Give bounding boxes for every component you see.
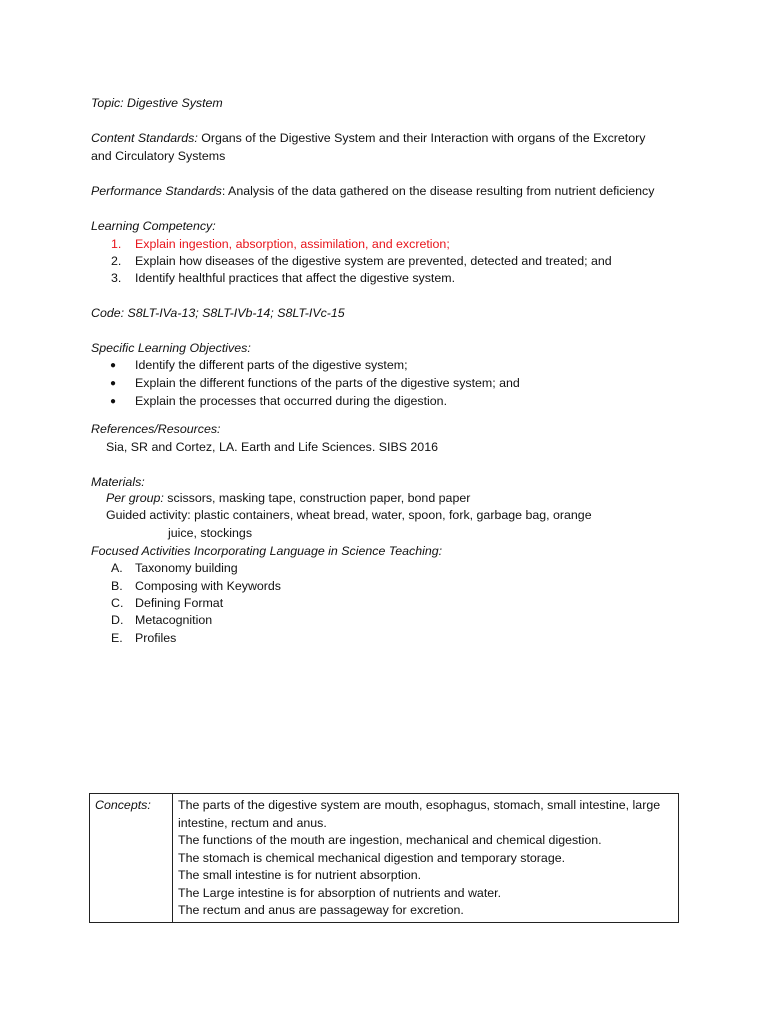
focused-text: Defining Format [135, 596, 224, 610]
competency-number: 2. [111, 254, 122, 268]
concept-line: The small intestine is for nutrient absorption. [178, 868, 422, 882]
competency-text: Identify healthful practices that affect the digestive system. [135, 271, 456, 285]
objective-item-3 [110, 393, 447, 411]
concepts-body [173, 794, 679, 923]
objective-item-1 [110, 357, 408, 375]
code-line: Code: S8LT-IVa-13; S8LT-IVb-14; S8LT-IVc-15 [91, 306, 345, 320]
concept-line: The rectum and anus are passageway for excretion. [178, 903, 464, 917]
focused-item-c [111, 595, 223, 612]
learning-competency-label: Learning Competency: [91, 219, 216, 233]
focused-letter: C. [111, 596, 124, 610]
focused-text: Profiles [135, 631, 177, 645]
content-standards-text: Organs of the Digestive System and their Interaction with organs of the Excretory [197, 131, 646, 145]
focused-text: Taxonomy building [135, 561, 238, 575]
competency-number: 3. [111, 271, 122, 285]
performance-standards [91, 183, 654, 200]
focused-text: Composing with Keywords [135, 579, 281, 593]
competency-text: Explain how diseases of the digestive system are prevented, detected and treated; and [135, 254, 612, 268]
competency-item-2 [111, 253, 612, 270]
focused-item-b [111, 578, 281, 595]
per-group-label: Per group: [106, 491, 164, 505]
references-text: Sia, SR and Cortez, LA. Earth and Life Sciences. SIBS 2016 [106, 440, 438, 454]
topic-heading: Topic: Digestive System [91, 96, 223, 110]
focused-item-e [111, 630, 176, 647]
focused-text: Metacognition [135, 613, 213, 627]
bullet-icon: ● [110, 378, 117, 389]
focused-letter: D. [111, 613, 124, 627]
objectives-label: Specific Learning Objectives: [91, 341, 251, 355]
focused-activities-label: Focused Activities Incorporating Language in Science Teaching: [91, 544, 443, 558]
objective-text: Identify the different parts of the digestive system; [135, 358, 408, 372]
materials-guided-line1: Guided activity: plastic containers, wheat bread, water, spoon, fork, garbage bag, orange [106, 508, 592, 522]
focused-letter: B. [111, 579, 123, 593]
concept-line: intestine, rectum and anus. [178, 815, 327, 830]
competency-number: 1. [111, 237, 122, 251]
performance-standards-label: Performance Standards [91, 184, 222, 198]
competency-item-1 [111, 236, 450, 253]
materials-guided-line2: juice, stockings [168, 526, 253, 540]
performance-standards-text: : Analysis of the data gathered on the disease resulting from nutrient deficiency [221, 184, 655, 198]
focused-item-d [111, 612, 212, 629]
bullet-icon: ● [110, 396, 117, 407]
references-label: References/Resources: [91, 422, 221, 436]
objective-item-2 [110, 375, 520, 393]
focused-letter: E. [111, 631, 123, 645]
content-standards-line2: and Circulatory Systems [91, 149, 226, 163]
content-standards-label: Content Standards: [91, 131, 198, 145]
focused-letter: A. [111, 561, 123, 575]
competency-item-3 [111, 270, 455, 287]
concept-line: The Large intestine is for absorption of nutrients and water. [178, 885, 502, 900]
competency-text: Explain ingestion, absorption, assimilation, and excretion; [135, 237, 450, 251]
concepts-label: Concepts: [90, 794, 173, 923]
objective-text: Explain the processes that occurred during the digestion. [135, 394, 448, 408]
concept-line: The stomach is chemical mechanical digestion and temporary storage. [178, 850, 566, 865]
table-row [90, 794, 679, 923]
materials-per-group [106, 490, 470, 507]
bullet-icon: ● [110, 360, 117, 371]
materials-label: Materials: [91, 475, 145, 489]
concept-line: The functions of the mouth are ingestion, mechanical and chemical digestion. [178, 833, 602, 847]
concept-line: The parts of the digestive system are mouth, esophagus, stomach, small intestine, large [178, 798, 661, 812]
content-standards-line1 [91, 130, 645, 147]
concepts-table [89, 793, 679, 923]
focused-item-a [111, 560, 238, 577]
per-group-text: scissors, masking tape, construction paper, bond paper [163, 491, 471, 505]
objective-text: Explain the different functions of the parts of the digestive system; and [135, 376, 520, 390]
